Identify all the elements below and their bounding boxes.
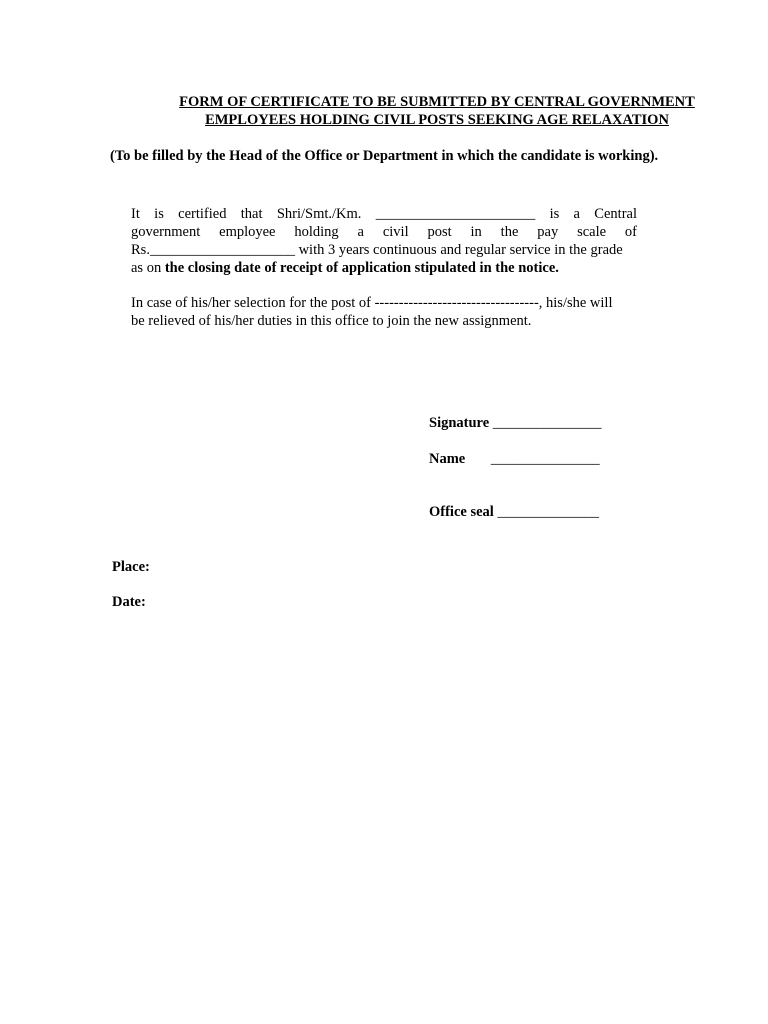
office-seal-blank: ______________ [497, 504, 599, 520]
certification-line-4 [131, 259, 637, 277]
signature-field [429, 414, 629, 432]
certification-paragraph [131, 205, 637, 277]
signature-blank: _______________ [492, 415, 602, 431]
date-label: Date: [112, 594, 146, 610]
certification-line-3: Rs.____________________ with 3 years continuous and regular service in the grade [131, 242, 623, 258]
relief-line-2: be relieved of his/her duties in this office to join the new assignment. [131, 313, 532, 329]
office-seal-label: Office seal [429, 504, 494, 520]
relief-line-1: In case of his/her selection for the post of ----------------------------------, his/she will [131, 295, 613, 311]
place-label: Place: [112, 559, 150, 575]
form-title [110, 93, 764, 129]
name-label: Name [429, 451, 466, 467]
form-title-line-2: EMPLOYEES HOLDING CIVIL POSTS SEEKING AGE RELAXATION [205, 112, 669, 128]
certification-line-1: It is certified that Shri/Smt./Km. ______________________ is a Central [131, 206, 637, 222]
signature-label: Signature [429, 415, 490, 431]
name-blank: _______________ [490, 451, 600, 467]
certification-line-2: government employee holding a civil post in the pay scale of [131, 224, 637, 240]
office-seal-field [429, 503, 629, 521]
certification-line-4-prefix: as on [131, 260, 165, 276]
relief-paragraph [131, 294, 637, 330]
name-field [429, 450, 629, 468]
closing-date-clause: the closing date of receipt of application stipulated in the notice. [164, 260, 559, 276]
form-instruction: (To be filled by the Head of the Office or Department in which the candidate is working). [110, 148, 659, 164]
form-title-line-1: FORM OF CERTIFICATE TO BE SUBMITTED BY CENTRAL GOVERNMENT [179, 94, 695, 110]
